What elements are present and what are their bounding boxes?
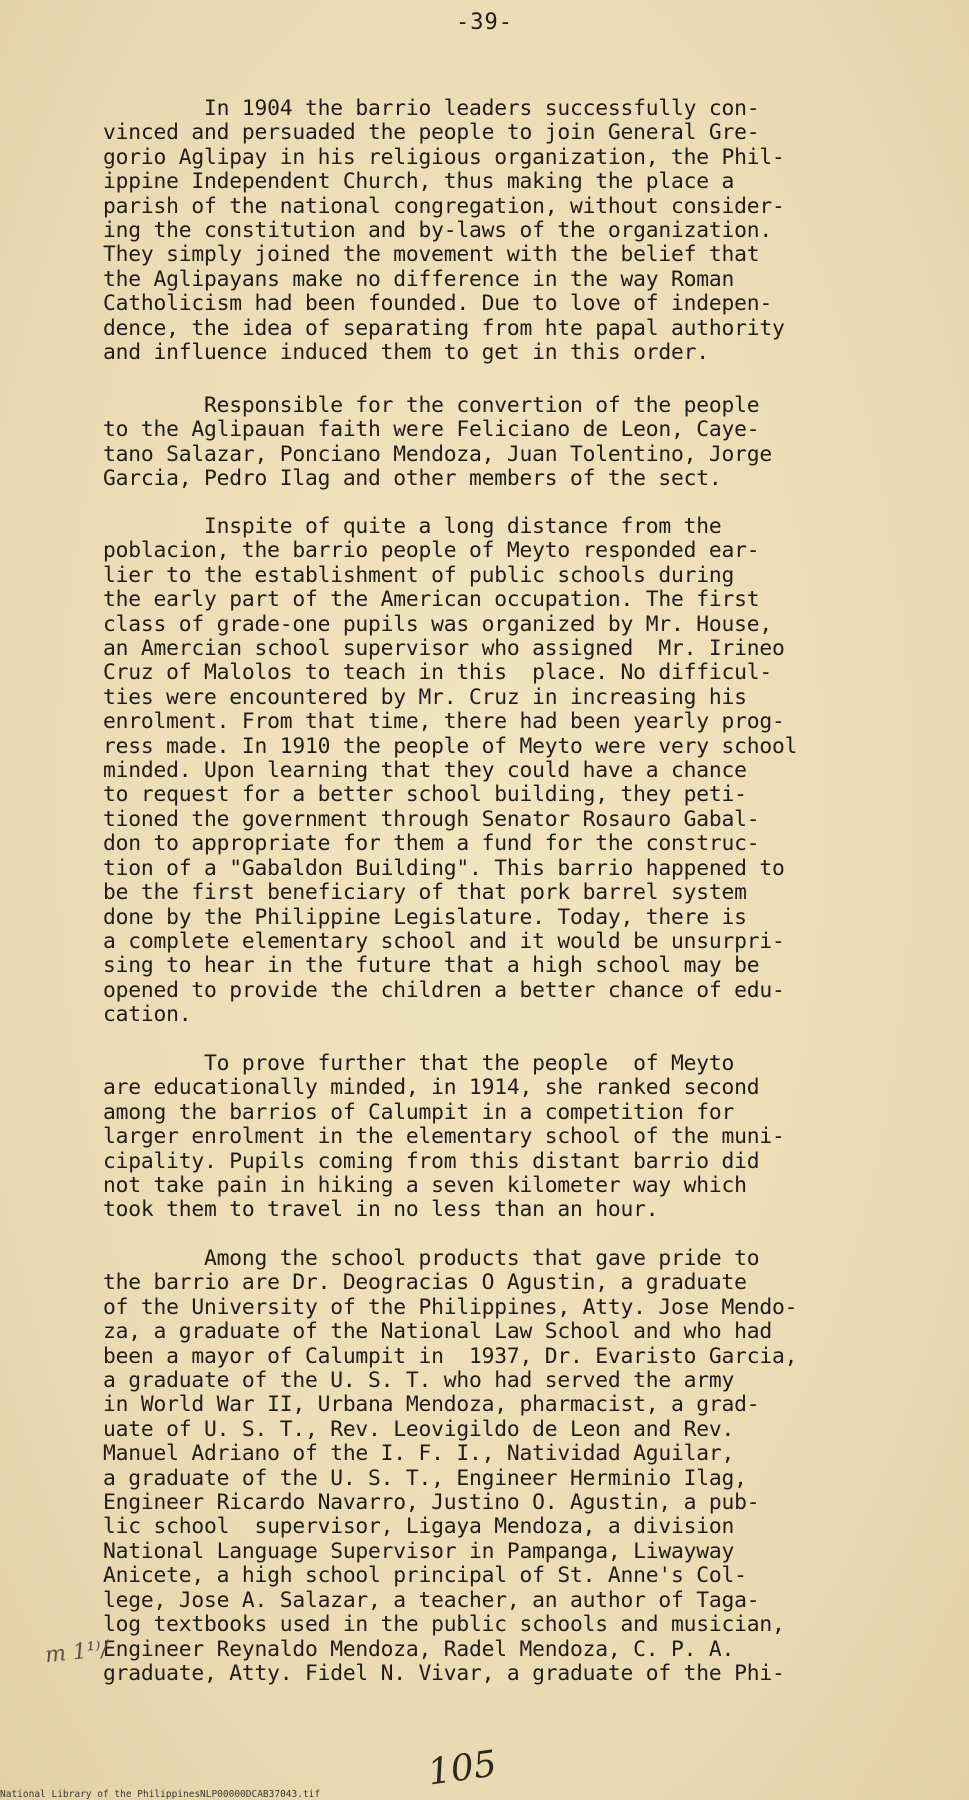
text-line: To prove further that the people of Meyto (103, 1051, 735, 1076)
text-line: the barrio are Dr. Deogracias O Agustin, a graduate (103, 1270, 747, 1296)
text-line: They simply joined the movement with the belief that (103, 242, 760, 268)
text-line: Engineer Ricardo Navarro, Justino O. Agustin, a pub- (103, 1490, 760, 1516)
footer-file-name: NLP00000DCAB37043.tif (200, 1789, 321, 1800)
text-line: Engineer Reynaldo Mendoza, Radel Mendoza, C. P. A. (103, 1636, 735, 1662)
text-line: tioned the government through Senator Rosauro Gabal- (103, 806, 760, 832)
text-line: In 1904 the barrio leaders successfully con- (103, 96, 760, 121)
text-line: are educationally minded, in 1914, she ranked second (103, 1075, 760, 1101)
text-line: tion of a "Gabaldon Building". This barrio happened to (103, 855, 785, 881)
text-line: not take pain in hiking a seven kilometer way which (103, 1173, 747, 1199)
text-line: log textbooks used in the public schools and musician, (103, 1612, 785, 1638)
text-line: class of grade-one pupils was organized by Mr. House, (103, 611, 772, 637)
text-line: gorio Aglipay in his religious organization, the Phil- (103, 144, 785, 170)
text-line: cipality. Pupils coming from this distant barrio did (103, 1148, 760, 1174)
text-line: of the University of the Philippines, Atty. Jose Mendo- (103, 1294, 798, 1320)
text-line: opened to provide the children a better chance of edu- (103, 977, 785, 1003)
text-line: the early part of the American occupation. The first (103, 587, 760, 613)
text-line: done by the Philippine Legislature. Today, there is (103, 904, 747, 930)
text-line: parish of the national congregation, without consider- (103, 193, 785, 219)
text-line: a graduate of the U. S. T. who had served the army (103, 1368, 735, 1394)
text-line: Anicete, a high school principal of St. Anne's Col- (103, 1563, 747, 1589)
page-number: -39- (456, 10, 513, 35)
text-line: Manuel Adriano of the I. F. I., Natividad Aguilar, (103, 1441, 735, 1467)
text-line: and influence induced them to get in this order. (103, 340, 709, 366)
text-line: lege, Jose A. Salazar, a teacher, an author of Taga- (103, 1587, 760, 1613)
paragraph-1 (103, 97, 923, 365)
text-line: a complete elementary school and it would be unsurpri- (103, 928, 785, 954)
footer-library-name: National Library of the Philippines (0, 1789, 201, 1800)
text-line: be the first beneficiary of that pork barrel system (103, 880, 747, 906)
text-line: vinced and persuaded the people to join General Gre- (103, 120, 760, 146)
text-line: za, a graduate of the National Law School and who had (103, 1319, 772, 1345)
text-line: Cruz of Malolos to teach in this place. No difficul- (103, 660, 772, 686)
text-line: uate of U. S. T., Rev. Leovigildo de Leon and Rev. (103, 1416, 735, 1442)
text-line: to the Aglipauan faith were Feliciano de Leon, Caye- (103, 417, 760, 443)
text-line: ing the constitution and by-laws of the organization. (103, 218, 772, 244)
text-line: Inspite of quite a long distance from the (103, 514, 722, 539)
text-line: among the barrios of Calumpit in a competition for (103, 1099, 735, 1125)
paragraph-5 (103, 1247, 923, 1686)
text-line: took them to travel in no less than an hour. (103, 1197, 659, 1223)
margin-annotation: m 1¹⁾/ (43, 1636, 110, 1669)
text-line: tano Salazar, Ponciano Mendoza, Juan Tolentino, Jorge (103, 441, 772, 467)
text-line: enrolment. From that time, there had been yearly prog- (103, 709, 785, 735)
text-line: the Aglipayans make no difference in the way Roman (103, 266, 735, 292)
text-line: ress made. In 1910 the people of Meyto were very school (103, 733, 798, 759)
paragraph-3 (103, 515, 923, 1028)
text-line: cation. (103, 1002, 192, 1028)
text-line: a graduate of the U. S. T., Engineer Herminio Ilag, (103, 1465, 747, 1491)
text-line: Catholicism had been founded. Due to love of indepen- (103, 291, 772, 317)
paragraph-2 (103, 394, 923, 492)
text-line: lic school supervisor, Ligaya Mendoza, a division (103, 1514, 735, 1540)
text-line: poblacion, the barrio people of Meyto responded ear- (103, 538, 760, 564)
text-line: National Language Supervisor in Pampanga, Liwayway (103, 1538, 735, 1564)
text-line: Garcia, Pedro Ilag and other members of the sect. (103, 466, 722, 492)
handwritten-folio-number: 105 (425, 1743, 500, 1794)
text-line: dence, the idea of separating from hte papal authority (103, 315, 785, 341)
text-line: Responsible for the convertion of the people (103, 393, 760, 418)
text-line: don to appropriate for them a fund for the construc- (103, 831, 760, 857)
paragraph-4 (103, 1052, 923, 1223)
text-line: been a mayor of Calumpit in 1937, Dr. Evaristo Garcia, (103, 1343, 798, 1369)
text-line: in World War II, Urbana Mendoza, pharmacist, a grad- (103, 1392, 760, 1418)
text-line: to request for a better school building, they peti- (103, 782, 747, 808)
text-line: larger enrolment in the elementary school of the muni- (103, 1124, 785, 1150)
text-line: lier to the establishment of public schools during (103, 562, 735, 588)
text-line: an Amercian school supervisor who assigned Mr. Irineo (103, 636, 785, 662)
text-line: minded. Upon learning that they could have a chance (103, 758, 747, 784)
text-line: ippine Independent Church, thus making the place a (103, 169, 735, 195)
text-line: graduate, Atty. Fidel N. Vivar, a graduate of the Phi- (103, 1660, 785, 1686)
text-line: ties were encountered by Mr. Cruz in increasing his (103, 684, 747, 710)
text-line: Among the school products that gave pride to (103, 1246, 760, 1271)
text-line: sing to hear in the future that a high school may be (103, 953, 760, 979)
